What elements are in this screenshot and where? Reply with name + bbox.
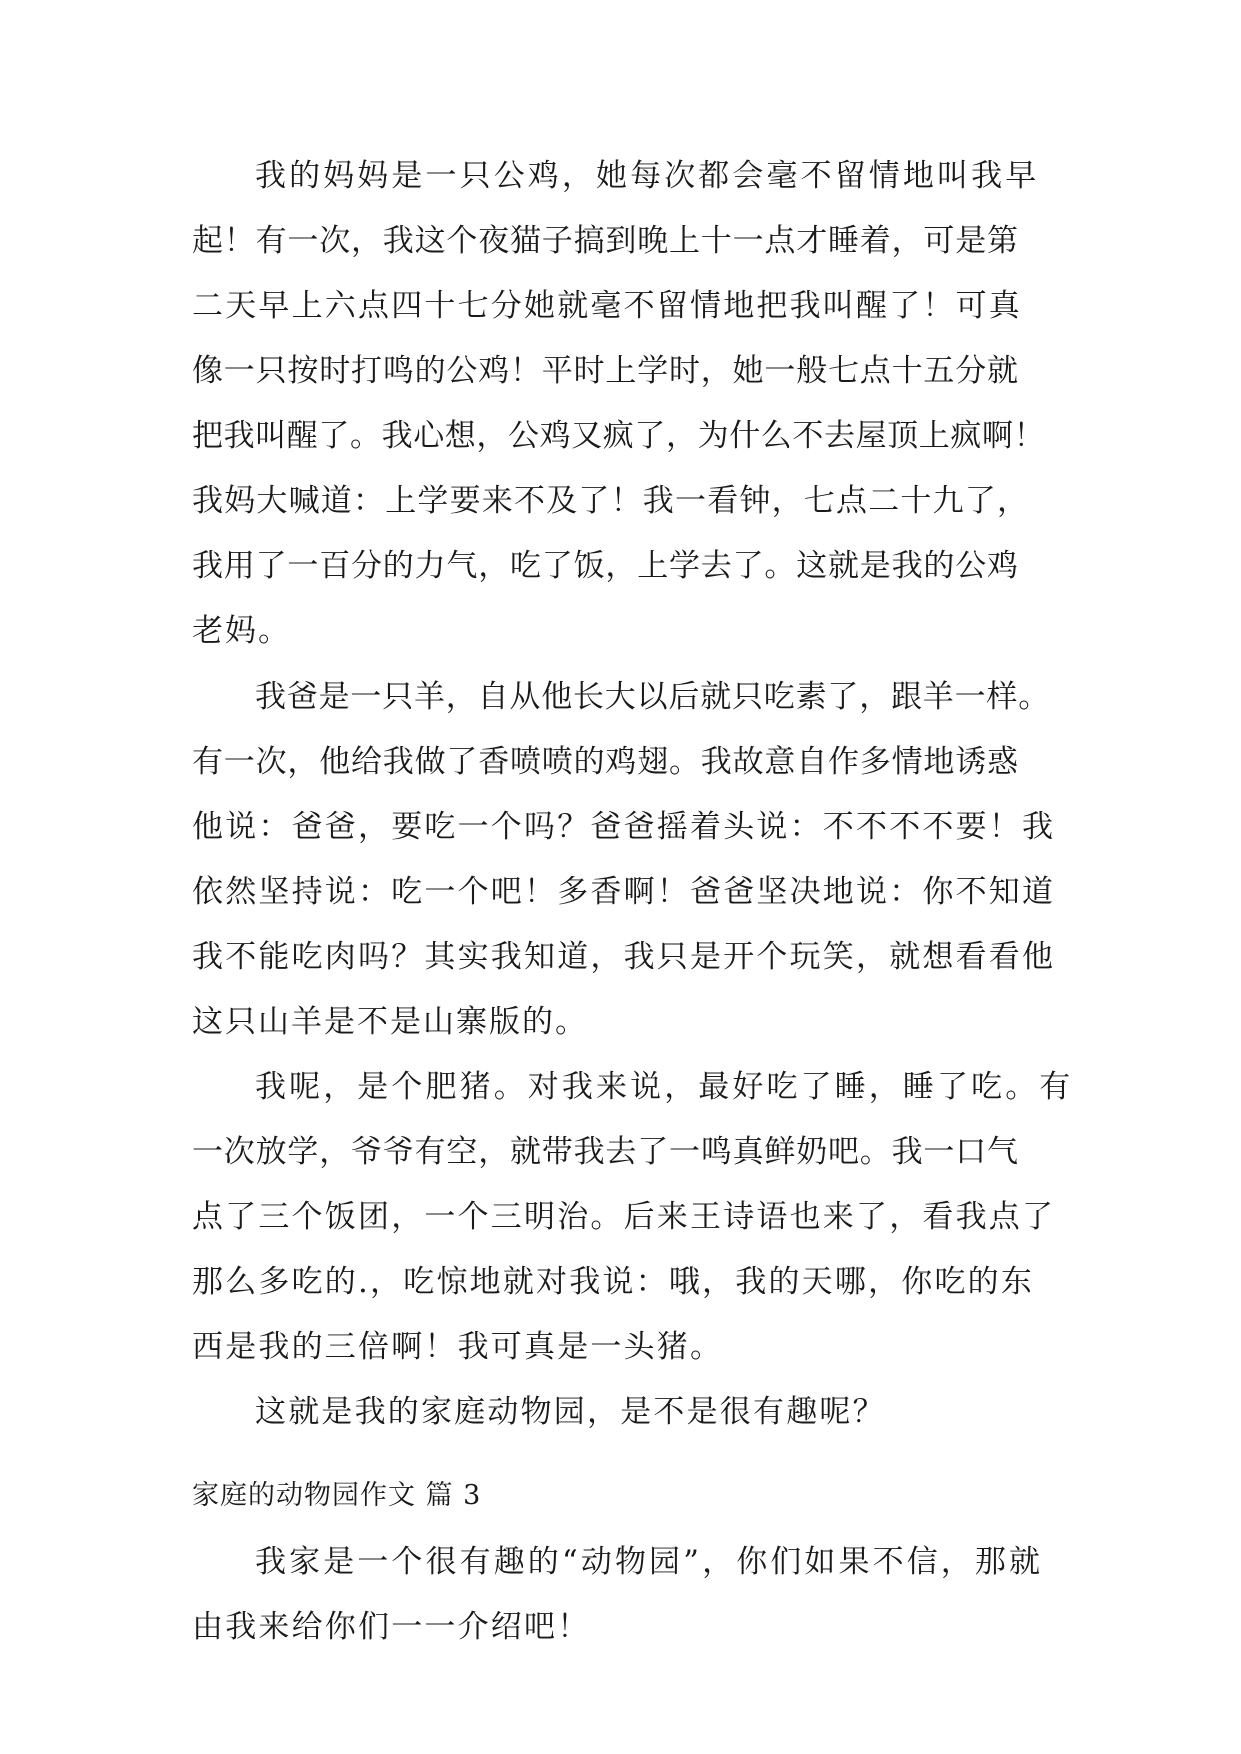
text-line: 老妈。 [192, 613, 291, 649]
text-line: 西是我的三倍啊！我可真是一头猪。 [192, 1329, 724, 1365]
text-line: 我呢，是个肥猪。对我来说，最好吃了睡，睡了吃。有 [255, 1069, 1074, 1105]
text-line: 一次放学，爷爷有空，就带我去了一鸣真鲜奶吧。我一口气 [192, 1134, 1019, 1170]
text-line: 我家是一个很有趣的“动物园”，你们如果不信，那就 [255, 1544, 1044, 1580]
text-line: 起！有一次，我这个夜猫子搞到晚上十一点才睡着，可是第 [192, 223, 1019, 259]
section-heading: 家庭的动物园作文 篇 3 [192, 1480, 482, 1511]
text-line: 像一只按时打鸣的公鸡！平时上学时，她一般七点十五分就 [192, 353, 1019, 389]
text-line: 这就是我的家庭动物园，是不是很有趣呢？ [255, 1394, 886, 1430]
text-line: 依然坚持说：吃一个吧！多香啊！爸爸坚决地说：你不知道 [192, 874, 1056, 910]
text-line: 他说：爸爸，要吃一个吗？爸爸摇着头说：不不不不要！我 [192, 809, 1056, 845]
text-line: 我妈大喊道：上学要来不及了！我一看钟，七点二十九了， [192, 483, 1030, 519]
text-line: 那么多吃的.，吃惊地就对我说：哦，我的天哪，你吃的东 [192, 1264, 1035, 1300]
text-line: 把我叫醒了。我心想，公鸡又疯了，为什么不去屋顶上疯啊！ [192, 418, 1046, 454]
text-line: 二天早上六点四十七分她就毫不留情地把我叫醒了！可真 [192, 288, 1022, 324]
text-line: 点了三个饭团，一个三明治。后来王诗语也来了，看我点了 [192, 1199, 1056, 1235]
text-line: 由我来给你们一一介绍吧！ [192, 1609, 591, 1645]
text-line: 我爸是一只羊，自从他长大以后就只吃素了，跟羊一样。 [255, 679, 1050, 715]
text-line: 我用了一百分的力气，吃了饭，上学去了。这就是我的公鸡 [192, 548, 1019, 584]
text-line: 这只山羊是不是山寨版的。 [192, 1004, 588, 1040]
text-line: 有一次，他给我做了香喷喷的鸡翅。我故意自作多情地诱惑 [192, 744, 1019, 780]
text-line: 我的妈妈是一只公鸡，她每次都会毫不留情地叫我早 [255, 158, 1040, 194]
text-line: 我不能吃肉吗？其实我知道，我只是开个玩笑，就想看看他 [192, 939, 1056, 975]
